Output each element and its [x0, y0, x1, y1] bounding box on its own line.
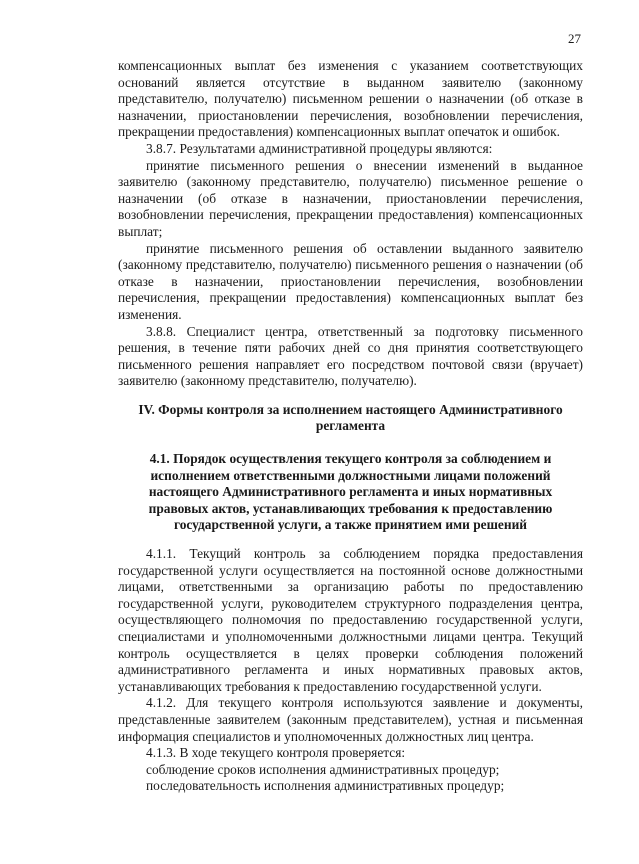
section-heading: IV. Формы контроля за исполнением настоящего Административного регламента [138, 401, 563, 434]
paragraph: принятие письменного решения об оставлении выданного заявителю (законному представителю, получателю) письменного решения о назначении (об отказе в назначении, приостановлении перечисления, возобновлении перечисления, прекращении предоставления) компенсационных выплат без изменения. [118, 240, 583, 322]
paragraph-group-b [118, 546, 583, 795]
document-body [118, 58, 583, 795]
paragraph: 4.1.3. В ходе текущего контроля проверяется: [146, 745, 406, 761]
subsection-heading: 4.1. Порядок осуществления текущего контроля за соблюдением и исполнением ответственными должностными лицами положений настоящего Административного регламента и иных нормативных правовых актов, устанавливающих требования к предоставлению государственной услуги, а также принятием ими решений [148, 451, 553, 533]
paragraph: компенсационных выплат без изменения с указанием соответствующих оснований является отсутствие в выданном заявителю (законному представителю, получателю) письменном решении о назначении (об отказе в назначении, приостановлении перечисления, возобновлении перечисления, прекращении предоставления) компенсационных выплат опечаток и ошибок. [118, 58, 583, 140]
paragraph: принятие письменного решения о внесении изменений в выданное заявителю (законному представителю, получателю) письменное решение о назначении (об отказе в назначении, приостановлении перечисления, возобновлении перечисления, прекращении предоставления) компенсационных выплат; [118, 157, 583, 239]
spacer [118, 435, 583, 451]
page-number: 27 [568, 31, 581, 46]
paragraph: 4.1.2. Для текущего контроля используются заявление и документы, представленные заявителем (законным представителем), устная и письменная информация специалистов и уполномоченных должностных лиц центра. [118, 695, 583, 744]
paragraph: 3.8.8. Специалист центра, ответственный за подготовку письменного решения, в течение пяти рабочих дней со дня принятия соответствующего письменного решения направляет его посредством почтовой связи (вручает) заявителю (законному представителю, получателю). [118, 323, 583, 389]
spacer [118, 534, 583, 546]
list-item: последовательность исполнения административных процедур; [146, 778, 505, 794]
list-item: соблюдение сроков исполнения административных процедур; [146, 761, 500, 777]
paragraph-group-a [118, 58, 583, 390]
spacer [118, 390, 583, 402]
paragraph: 3.8.7. Результатами административной процедуры являются: [146, 140, 493, 156]
paragraph: 4.1.1. Текущий контроль за соблюдением порядка предоставления государственной услуги осуществляется на постоянной основе должностными лицами, ответственными за организацию работы по предоставлению государственной услуги, руководителем структурного подразделения центра, осуществляющего полномочия по предоставлению государственной услуги, специалистами и уполномоченными должностными лицами центра. Текущий контроль осуществляется в целях проверки соблюдения положений административного регламента и иных нормативных правовых актов, устанавливающих требования к предоставлению государственной услуги. [118, 546, 583, 694]
